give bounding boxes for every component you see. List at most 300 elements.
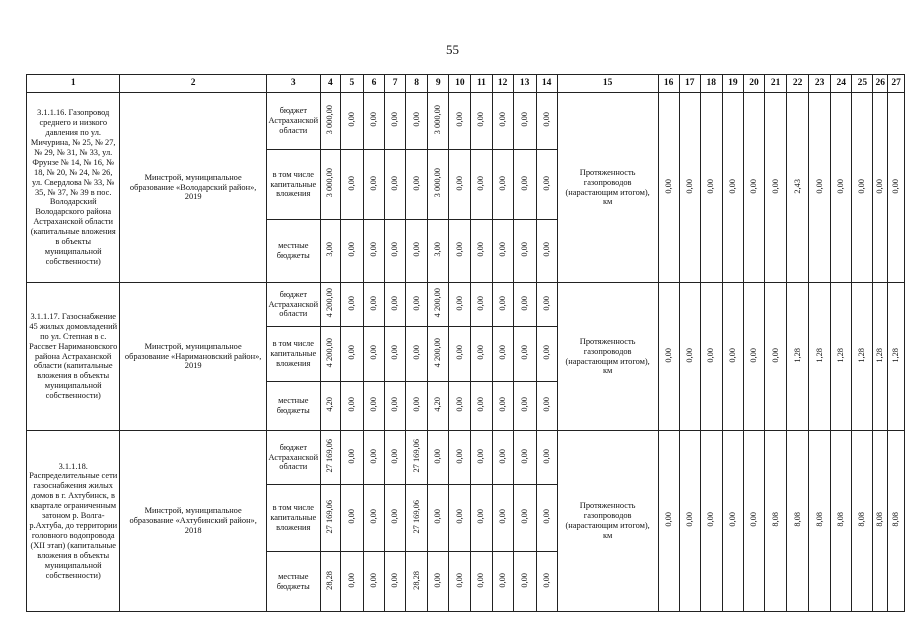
target-value: 0,00 (891, 178, 901, 194)
column-header: 8 (406, 75, 428, 93)
page-number: 55 (446, 42, 459, 57)
amount-value: 0,00 (346, 397, 356, 412)
amount-cell (363, 220, 384, 283)
amount-value: 0,00 (541, 572, 551, 588)
target-value: 0,00 (663, 347, 673, 363)
amount-cell (513, 431, 536, 485)
amount-value: 0,00 (369, 397, 379, 412)
amount-cell (320, 150, 340, 220)
amount-value: 27 169,06 (411, 439, 421, 473)
indicator-label: Протяженность газопроводов (нарастающим итогом), км (557, 431, 658, 612)
column-header: 22 (787, 75, 809, 93)
target-value: 0,00 (875, 178, 885, 194)
amount-value: 0,00 (369, 448, 379, 464)
amount-cell (363, 382, 384, 431)
amount-cell (492, 283, 513, 327)
column-header: 11 (471, 75, 492, 93)
target-cell (700, 93, 722, 283)
target-value: 0,00 (814, 178, 824, 194)
column-header: 21 (765, 75, 787, 93)
table-row (27, 431, 905, 485)
amount-cell (340, 382, 363, 431)
column-header: 7 (385, 75, 406, 93)
funding-category: бюджет Астраханской области (266, 431, 320, 485)
target-value: 0,00 (663, 178, 673, 194)
amount-cell (320, 552, 340, 612)
amount-value: 4,20 (325, 397, 335, 412)
amount-value: 0,00 (476, 175, 486, 191)
amount-cell (363, 283, 384, 327)
target-value: 8,08 (875, 512, 885, 527)
amount-cell (340, 220, 363, 283)
amount-value: 0,00 (497, 345, 507, 360)
amount-value: 0,00 (497, 448, 507, 464)
amount-cell (428, 431, 449, 485)
amount-value: 0,00 (476, 448, 486, 464)
amount-value: 0,00 (519, 175, 529, 191)
amount-value: 0,00 (541, 242, 551, 257)
column-header: 18 (700, 75, 722, 93)
funding-category: в том числе капитальные вложения (266, 150, 320, 220)
funding-category: в том числе капитальные вложения (266, 485, 320, 552)
target-value: 0,00 (663, 512, 673, 527)
amount-value: 0,00 (369, 345, 379, 360)
column-header: 5 (340, 75, 363, 93)
target-value: 0,00 (770, 178, 780, 194)
item-description: 3.1.1.16. Газопровод среднего и низкого давления по ул. Мичурина, № 25, № 27, № 29, № 31, № 33, ул. Фрунзе № 14, № 16, № 18, № 20, № 24, № 26, ул. Свердлова № 33, № 35, № 37, № 39 в пос. Володарский Володарского района Астраханской области (капитальные вложения в объекты муниципальной собственности) (27, 93, 120, 283)
column-header: 12 (492, 75, 513, 93)
amount-value: 3,00 (325, 242, 335, 257)
amount-value: 0,00 (454, 112, 464, 127)
amount-cell (428, 93, 449, 150)
target-cell (658, 93, 679, 283)
amount-cell (536, 382, 557, 431)
amount-value: 0,00 (346, 242, 356, 257)
target-value: 1,28 (891, 347, 901, 363)
amount-cell (471, 327, 492, 382)
amount-value: 0,00 (433, 572, 443, 588)
amount-value: 4,20 (433, 397, 443, 412)
amount-cell (536, 431, 557, 485)
amount-value: 3,00 (433, 242, 443, 257)
amount-cell (406, 552, 428, 612)
column-header: 3 (266, 75, 320, 93)
amount-value: 0,00 (390, 397, 400, 412)
amount-cell (385, 431, 406, 485)
amount-cell (406, 382, 428, 431)
amount-cell (363, 93, 384, 150)
amount-cell (471, 93, 492, 150)
amount-cell (320, 431, 340, 485)
amount-cell (471, 382, 492, 431)
amount-cell (363, 485, 384, 552)
target-cell (831, 283, 852, 431)
amount-cell (513, 93, 536, 150)
target-value: 1,28 (857, 347, 867, 363)
amount-cell (340, 150, 363, 220)
amount-cell (492, 150, 513, 220)
amount-cell (340, 93, 363, 150)
amount-value: 0,00 (390, 112, 400, 127)
amount-cell (428, 382, 449, 431)
funding-category: в том числе капитальные вложения (266, 327, 320, 382)
amount-cell (320, 220, 340, 283)
amount-cell (320, 93, 340, 150)
responsible-organization: Минстрой, муниципальное образование «Наримановский район», 2019 (120, 283, 266, 431)
indicator-label: Протяженность газопроводов (нарастающим итогом), км (557, 93, 658, 283)
amount-cell (363, 552, 384, 612)
amount-cell (385, 327, 406, 382)
amount-value: 0,00 (369, 242, 379, 257)
funding-category: местные бюджеты (266, 552, 320, 612)
column-header: 10 (449, 75, 471, 93)
target-cell (743, 431, 764, 612)
amount-cell (320, 485, 340, 552)
amount-cell (428, 485, 449, 552)
column-header: 24 (831, 75, 852, 93)
column-header: 20 (743, 75, 764, 93)
funding-category: бюджет Астраханской области (266, 283, 320, 327)
amount-value: 0,00 (390, 295, 400, 311)
amount-cell (492, 485, 513, 552)
target-cell (852, 431, 873, 612)
target-cell (888, 283, 905, 431)
amount-value: 0,00 (411, 175, 421, 191)
amount-value: 0,00 (369, 572, 379, 588)
column-header: 1 (27, 75, 120, 93)
column-header: 23 (809, 75, 831, 93)
amount-value: 0,00 (411, 112, 421, 127)
amount-value: 0,00 (411, 397, 421, 412)
amount-value: 4 200,00 (325, 337, 335, 368)
amount-value: 0,00 (454, 509, 464, 524)
amount-cell (428, 150, 449, 220)
amount-cell (428, 327, 449, 382)
amount-value: 4 200,00 (325, 288, 335, 318)
column-header: 4 (320, 75, 340, 93)
amount-cell (513, 327, 536, 382)
target-value: 0,00 (749, 178, 759, 194)
amount-cell (536, 552, 557, 612)
target-cell (722, 431, 743, 612)
amount-value: 0,00 (541, 295, 551, 311)
column-header: 9 (428, 75, 449, 93)
amount-cell (513, 382, 536, 431)
amount-value: 0,00 (346, 509, 356, 524)
target-cell (722, 93, 743, 283)
target-cell (888, 431, 905, 612)
target-cell (888, 93, 905, 283)
header-row (27, 75, 905, 93)
target-cell (787, 283, 809, 431)
target-value: 8,08 (836, 512, 846, 527)
column-header: 14 (536, 75, 557, 93)
target-cell (787, 431, 809, 612)
target-cell (765, 283, 787, 431)
amount-value: 0,00 (476, 397, 486, 412)
amount-cell (536, 327, 557, 382)
column-header: 25 (852, 75, 873, 93)
target-value: 0,00 (684, 512, 694, 527)
amount-value: 0,00 (541, 175, 551, 191)
amount-cell (428, 552, 449, 612)
target-cell (700, 283, 722, 431)
amount-cell (536, 485, 557, 552)
target-cell (765, 431, 787, 612)
amount-value: 0,00 (519, 295, 529, 311)
amount-cell (449, 485, 471, 552)
amount-value: 27 169,06 (325, 499, 335, 534)
target-value: 8,08 (792, 512, 802, 527)
amount-cell (536, 220, 557, 283)
amount-value: 0,00 (497, 397, 507, 412)
amount-value: 28,28 (325, 570, 335, 590)
amount-cell (340, 283, 363, 327)
target-cell (658, 283, 679, 431)
amount-value: 0,00 (497, 295, 507, 311)
amount-cell (363, 327, 384, 382)
amount-value: 0,00 (476, 345, 486, 360)
table-row (27, 93, 905, 150)
amount-cell (385, 150, 406, 220)
funding-category: бюджет Астраханской области (266, 93, 320, 150)
amount-value: 0,00 (541, 112, 551, 127)
amount-value: 0,00 (369, 112, 379, 127)
amount-value: 0,00 (497, 112, 507, 127)
target-value: 0,00 (749, 512, 759, 527)
amount-cell (385, 93, 406, 150)
amount-cell (385, 220, 406, 283)
amount-value: 0,00 (346, 175, 356, 191)
amount-cell (340, 552, 363, 612)
amount-cell (406, 283, 428, 327)
amount-value: 0,00 (519, 397, 529, 412)
target-cell (831, 93, 852, 283)
amount-value: 0,00 (433, 448, 443, 464)
amount-value: 0,00 (346, 448, 356, 464)
responsible-organization: Минстрой, муниципальное образование «Володарский район», 2019 (120, 93, 266, 283)
amount-value: 28,28 (411, 570, 421, 590)
funding-category: местные бюджеты (266, 382, 320, 431)
column-header: 16 (658, 75, 679, 93)
amount-cell (471, 150, 492, 220)
amount-value: 0,00 (497, 572, 507, 588)
amount-cell (513, 150, 536, 220)
amount-value: 0,00 (369, 295, 379, 311)
indicator-label: Протяженность газопроводов (нарастающим итогом), км (557, 283, 658, 431)
amount-value: 0,00 (519, 572, 529, 588)
target-cell (787, 93, 809, 283)
column-header: 26 (873, 75, 888, 93)
target-cell (679, 431, 700, 612)
column-header: 19 (722, 75, 743, 93)
amount-value: 0,00 (519, 345, 529, 360)
target-cell (873, 431, 888, 612)
target-value: 8,08 (857, 512, 867, 527)
amount-cell (449, 431, 471, 485)
amount-value: 0,00 (541, 448, 551, 464)
target-value: 0,00 (857, 178, 867, 194)
amount-cell (513, 220, 536, 283)
amount-cell (406, 485, 428, 552)
target-cell (852, 93, 873, 283)
target-value: 2,43 (792, 178, 802, 194)
amount-cell (406, 150, 428, 220)
amount-cell (406, 93, 428, 150)
target-value: 8,08 (891, 512, 901, 527)
funding-category: местные бюджеты (266, 220, 320, 283)
amount-value: 0,00 (476, 572, 486, 588)
amount-cell (536, 93, 557, 150)
amount-value: 0,00 (519, 448, 529, 464)
amount-cell (492, 220, 513, 283)
target-value: 1,28 (836, 347, 846, 363)
amount-cell (428, 283, 449, 327)
amount-value: 0,00 (390, 448, 400, 464)
column-header: 13 (513, 75, 536, 93)
amount-cell (471, 283, 492, 327)
amount-cell (449, 283, 471, 327)
target-value: 0,00 (706, 512, 716, 527)
amount-cell (536, 283, 557, 327)
amount-value: 3 000,00 (433, 168, 443, 198)
amount-cell (406, 220, 428, 283)
column-header: 6 (363, 75, 384, 93)
amount-value: 0,00 (454, 448, 464, 464)
amount-value: 0,00 (390, 572, 400, 588)
amount-value: 3 000,00 (325, 168, 335, 198)
amount-cell (428, 220, 449, 283)
amount-value: 0,00 (454, 242, 464, 257)
amount-cell (363, 431, 384, 485)
amount-value: 0,00 (541, 509, 551, 524)
amount-value: 0,00 (454, 175, 464, 191)
amount-cell (320, 283, 340, 327)
target-cell (809, 93, 831, 283)
target-cell (809, 431, 831, 612)
amount-cell (385, 283, 406, 327)
amount-cell (513, 485, 536, 552)
table-row (27, 283, 905, 327)
amount-cell (471, 552, 492, 612)
amount-value: 0,00 (541, 345, 551, 360)
amount-value: 0,00 (390, 175, 400, 191)
target-cell (873, 283, 888, 431)
amount-value: 0,00 (476, 509, 486, 524)
amount-value: 4 200,00 (433, 337, 443, 368)
amount-cell (513, 283, 536, 327)
amount-cell (406, 431, 428, 485)
item-description: 3.1.1.18. Распределительные сети газоснабжения жилых домов в г. Ахтубинск, в квартале ограниченным затоном р. Волга-р.Ахтуба, до территории головного водопровода (XII этап) (капитальные вложения в объекты муниципальной собственности) (27, 431, 120, 612)
amount-value: 0,00 (390, 242, 400, 257)
target-value: 8,08 (814, 512, 824, 527)
amount-cell (492, 552, 513, 612)
amount-cell (449, 220, 471, 283)
amount-cell (320, 327, 340, 382)
target-value: 0,00 (706, 347, 716, 363)
column-header: 17 (679, 75, 700, 93)
amount-cell (320, 382, 340, 431)
column-header: 15 (557, 75, 658, 93)
amount-value: 0,00 (346, 345, 356, 360)
target-cell (809, 283, 831, 431)
amount-value: 0,00 (411, 345, 421, 360)
amount-value: 0,00 (411, 295, 421, 311)
target-value: 0,00 (749, 347, 759, 363)
amount-value: 0,00 (519, 509, 529, 524)
item-description: 3.1.1.17. Газоснабжение 45 жилых домовладений по ул. Степная в с. Рассвет Наримановского района Астраханской области (капитальные вложения в объекты муниципальной собственности) (27, 283, 120, 431)
target-value: 0,00 (727, 178, 737, 194)
amount-value: 0,00 (454, 572, 464, 588)
amount-cell (385, 552, 406, 612)
target-cell (722, 283, 743, 431)
amount-value: 0,00 (454, 397, 464, 412)
amount-value: 0,00 (433, 509, 443, 524)
target-value: 0,00 (770, 347, 780, 363)
target-value: 1,28 (814, 347, 824, 363)
amount-value: 0,00 (497, 242, 507, 257)
amount-value: 0,00 (369, 175, 379, 191)
target-cell (679, 283, 700, 431)
amount-cell (513, 552, 536, 612)
amount-cell (385, 485, 406, 552)
amount-cell (449, 93, 471, 150)
amount-value: 27 169,06 (325, 439, 335, 473)
amount-value: 0,00 (346, 112, 356, 127)
amount-cell (471, 485, 492, 552)
target-cell (831, 431, 852, 612)
target-value: 0,00 (684, 347, 694, 363)
amount-cell (340, 327, 363, 382)
amount-cell (492, 93, 513, 150)
target-value: 0,00 (684, 178, 694, 194)
amount-cell (449, 150, 471, 220)
target-value: 0,00 (706, 178, 716, 194)
amount-cell (340, 431, 363, 485)
amount-value: 0,00 (390, 509, 400, 524)
amount-cell (340, 485, 363, 552)
amount-cell (385, 382, 406, 431)
target-cell (700, 431, 722, 612)
amount-value: 3 000,00 (433, 104, 443, 135)
amount-cell (471, 431, 492, 485)
amount-value: 0,00 (454, 295, 464, 311)
amount-value: 0,00 (369, 509, 379, 524)
target-value: 1,28 (792, 347, 802, 363)
amount-cell (449, 327, 471, 382)
target-cell (743, 283, 764, 431)
amount-value: 4 200,00 (433, 288, 443, 318)
amount-value: 0,00 (346, 572, 356, 588)
amount-cell (449, 382, 471, 431)
amount-cell (492, 431, 513, 485)
amount-value: 0,00 (476, 295, 486, 311)
amount-value: 0,00 (454, 345, 464, 360)
column-header: 27 (888, 75, 905, 93)
amount-value: 27 169,06 (411, 499, 421, 534)
amount-cell (492, 327, 513, 382)
amount-cell (363, 150, 384, 220)
column-header: 2 (120, 75, 266, 93)
amount-value: 0,00 (497, 175, 507, 191)
target-value: 8,08 (770, 512, 780, 527)
target-cell (765, 93, 787, 283)
target-value: 1,28 (875, 347, 885, 363)
amount-value: 0,00 (519, 112, 529, 127)
amount-value: 0,00 (497, 509, 507, 524)
amount-cell (406, 327, 428, 382)
amount-cell (492, 382, 513, 431)
